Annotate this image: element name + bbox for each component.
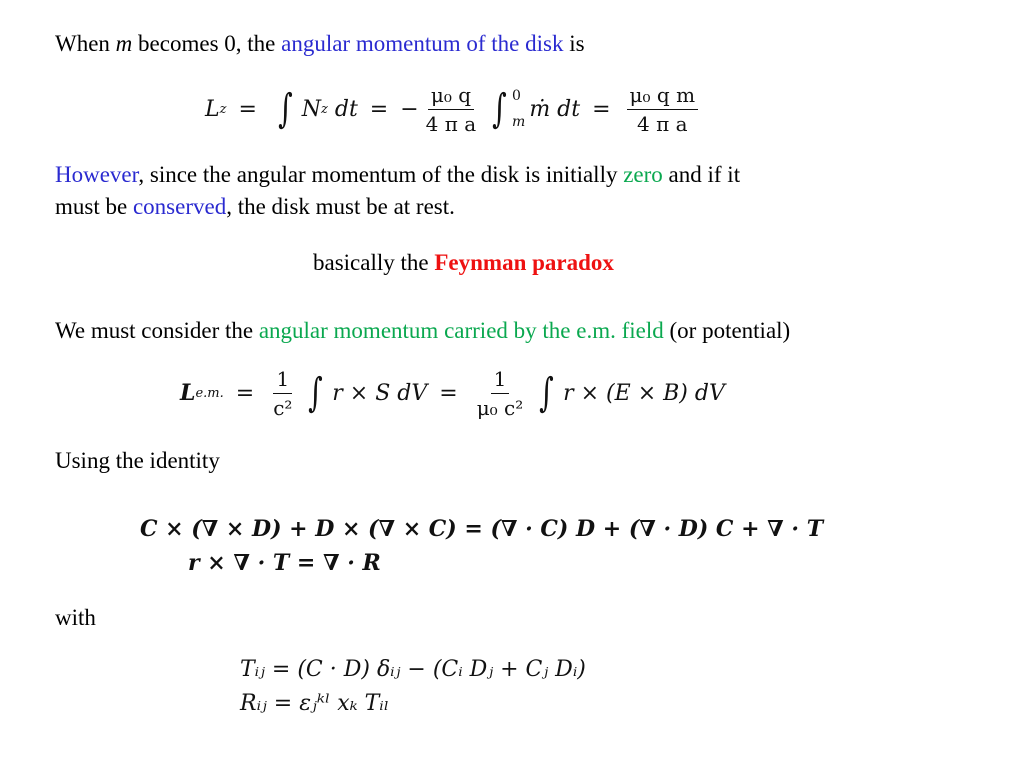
integral-sign-3: ∫ bbox=[308, 370, 324, 416]
using-identity-text: Using the identity bbox=[55, 448, 220, 473]
eq1-frac1 bbox=[423, 83, 480, 136]
eq1-frac1-num: μ₀ q bbox=[428, 83, 474, 110]
integral-sign-2: ∫ bbox=[492, 86, 507, 132]
integral-sign: ∫ bbox=[278, 86, 293, 132]
eq1-equals: = bbox=[238, 96, 257, 122]
eq1-frac2-num: μ₀ q m bbox=[627, 83, 699, 110]
text-basically: basically the bbox=[313, 250, 435, 275]
eq1-frac1-den: 4 π a bbox=[425, 111, 477, 136]
eq2-lhs-sub: e.m. bbox=[195, 385, 224, 401]
identity-line-1: C × (∇ × D) + D × (∇ × C) = (∇ · C) D + (∇ · D) C + ∇ · T bbox=[140, 516, 824, 542]
eq1-integrand-sub: z bbox=[321, 101, 328, 117]
eq2-equals: = bbox=[235, 380, 255, 406]
text-becomes: becomes 0, the bbox=[132, 31, 282, 56]
identity-line-2: r × ∇ · T = ∇ · R bbox=[188, 550, 381, 576]
eq1-lhs-sub: z bbox=[219, 101, 227, 117]
text-or-potential: (or potential) bbox=[663, 318, 791, 343]
eq1-frac2 bbox=[627, 83, 699, 136]
highlight-em-field: angular momentum carried by the e.m. field bbox=[258, 318, 664, 343]
integral-sign-4: ∫ bbox=[539, 370, 554, 416]
eq1-frac2-den: 4 π a bbox=[637, 111, 688, 136]
highlight-zero: zero bbox=[623, 162, 663, 187]
lower-limit: m bbox=[512, 114, 526, 130]
eq2-frac2-num: 1 bbox=[491, 367, 510, 394]
eq1-equals-2: = bbox=[369, 96, 389, 122]
eq1-mdot: ṁ dt bbox=[529, 96, 581, 122]
text-when: When bbox=[55, 31, 116, 56]
symbol-m: m bbox=[115, 31, 133, 56]
eq2-equals-2: = bbox=[439, 380, 458, 406]
highlight-conserved: conserved bbox=[132, 194, 227, 219]
highlight-however: However bbox=[55, 162, 139, 187]
eq2-lhs: L bbox=[180, 380, 196, 406]
text-at-rest: , the disk must be at rest. bbox=[226, 194, 455, 219]
tensor-r-line: Rᵢⱼ = εⱼᵏˡ xₖ Tᵢₗ bbox=[240, 690, 390, 716]
eq2-frac1-num: 1 bbox=[273, 367, 292, 394]
eq1-minus: − bbox=[400, 96, 419, 122]
text-is: is bbox=[563, 31, 585, 56]
integral-limits bbox=[512, 88, 525, 130]
feynman-line bbox=[313, 247, 614, 279]
equation-tensors bbox=[240, 652, 586, 720]
eq2-body1: r × S dV bbox=[332, 380, 428, 406]
eq2-frac2 bbox=[474, 367, 527, 420]
intro-sentence bbox=[55, 28, 585, 60]
highlight-feynman-paradox: Feynman paradox bbox=[434, 250, 614, 275]
text-must-be: must be bbox=[55, 194, 133, 219]
highlight-angular-momentum-disk: angular momentum of the disk bbox=[281, 31, 564, 56]
equation-lz bbox=[205, 78, 702, 140]
eq2-frac1 bbox=[270, 367, 295, 420]
eq2-frac2-den: μ₀ c² bbox=[476, 395, 524, 420]
tensor-t-line: Tᵢⱼ = (C · D) δᵢⱼ − (Cᵢ Dⱼ + Cⱼ Dᵢ) bbox=[240, 656, 586, 682]
equation-lem bbox=[180, 362, 725, 424]
text-and-if: and if it bbox=[662, 162, 741, 187]
text-since: , since the angular momentum of the disk is initially bbox=[138, 162, 624, 187]
consider-sentence bbox=[55, 315, 790, 347]
equation-identity bbox=[140, 512, 823, 580]
eq1-dt: dt bbox=[334, 96, 358, 122]
eq1-integrand: N bbox=[301, 96, 321, 122]
eq1-lhs: L bbox=[205, 96, 220, 122]
eq2-frac1-den: c² bbox=[273, 395, 293, 420]
upper-limit: 0 bbox=[512, 88, 521, 104]
eq1-equals-3: = bbox=[592, 96, 611, 122]
with-text: with bbox=[55, 605, 96, 630]
eq2-body2: r × (E × B) dV bbox=[563, 380, 725, 406]
however-paragraph bbox=[55, 159, 740, 223]
text-we-must: We must consider the bbox=[55, 318, 259, 343]
